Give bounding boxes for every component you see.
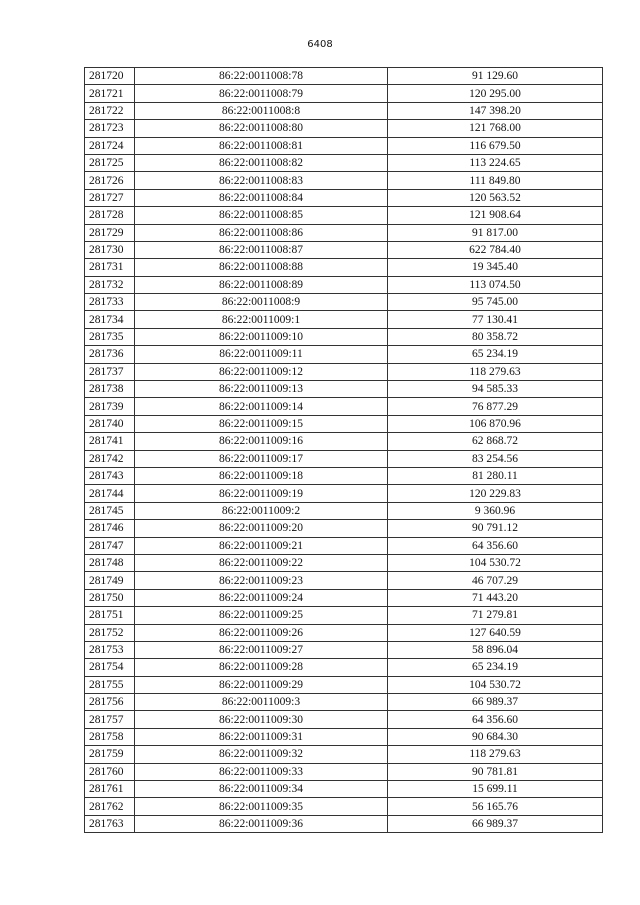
row-number-cell: 281738 — [85, 381, 135, 398]
row-number-cell: 281731 — [85, 259, 135, 276]
value-cell: 83 254.56 — [388, 450, 603, 467]
table-row — [85, 294, 603, 311]
value-cell: 77 130.41 — [388, 311, 603, 328]
cadastral-number-cell: 86:22:0011009:22 — [135, 554, 388, 571]
table-row — [85, 241, 603, 258]
table-row — [85, 85, 603, 102]
value-cell: 80 358.72 — [388, 328, 603, 345]
cadastral-number-cell: 86:22:0011008:82 — [135, 154, 388, 171]
cadastral-number-cell: 86:22:0011009:24 — [135, 589, 388, 606]
value-cell: 65 234.19 — [388, 659, 603, 676]
row-number-cell: 281763 — [85, 815, 135, 832]
value-cell: 66 989.37 — [388, 694, 603, 711]
value-cell: 56 165.76 — [388, 798, 603, 815]
table-row — [85, 259, 603, 276]
cadastral-number-cell: 86:22:0011008:86 — [135, 224, 388, 241]
cadastral-number-cell: 86:22:0011009:15 — [135, 415, 388, 432]
table-row — [85, 311, 603, 328]
value-cell: 66 989.37 — [388, 815, 603, 832]
row-number-cell: 281748 — [85, 554, 135, 571]
value-cell: 118 279.63 — [388, 746, 603, 763]
table-row — [85, 450, 603, 467]
cadastral-number-cell: 86:22:0011008:84 — [135, 189, 388, 206]
row-number-cell: 281741 — [85, 433, 135, 450]
row-number-cell: 281762 — [85, 798, 135, 815]
row-number-cell: 281751 — [85, 607, 135, 624]
table-row — [85, 154, 603, 171]
row-number-cell: 281754 — [85, 659, 135, 676]
cadastral-number-cell: 86:22:0011008:80 — [135, 120, 388, 137]
value-cell: 120 295.00 — [388, 85, 603, 102]
cadastral-number-cell: 86:22:0011009:1 — [135, 311, 388, 328]
table-row — [85, 433, 603, 450]
row-number-cell: 281722 — [85, 102, 135, 119]
table-row — [85, 694, 603, 711]
table-row — [85, 572, 603, 589]
table-body — [85, 68, 603, 833]
value-cell: 76 877.29 — [388, 398, 603, 415]
cadastral-value-table — [84, 67, 603, 833]
cadastral-number-cell: 86:22:0011009:29 — [135, 676, 388, 693]
value-cell: 64 356.60 — [388, 711, 603, 728]
cadastral-number-cell: 86:22:0011009:2 — [135, 502, 388, 519]
table-row — [85, 137, 603, 154]
value-cell: 127 640.59 — [388, 624, 603, 641]
value-cell: 113 074.50 — [388, 276, 603, 293]
row-number-cell: 281734 — [85, 311, 135, 328]
table-row — [85, 102, 603, 119]
page-number: 6408 — [307, 39, 333, 50]
table-row — [85, 381, 603, 398]
value-cell: 622 784.40 — [388, 241, 603, 258]
value-cell: 121 908.64 — [388, 207, 603, 224]
cadastral-number-cell: 86:22:0011008:81 — [135, 137, 388, 154]
cadastral-number-cell: 86:22:0011008:79 — [135, 85, 388, 102]
row-number-cell: 281749 — [85, 572, 135, 589]
row-number-cell: 281728 — [85, 207, 135, 224]
table-row — [85, 415, 603, 432]
cadastral-number-cell: 86:22:0011009:14 — [135, 398, 388, 415]
cadastral-number-cell: 86:22:0011009:31 — [135, 728, 388, 745]
value-cell: 90 781.81 — [388, 763, 603, 780]
cadastral-number-cell: 86:22:0011009:3 — [135, 694, 388, 711]
value-cell: 104 530.72 — [388, 676, 603, 693]
value-cell: 95 745.00 — [388, 294, 603, 311]
row-number-cell: 281758 — [85, 728, 135, 745]
table-row — [85, 224, 603, 241]
row-number-cell: 281745 — [85, 502, 135, 519]
row-number-cell: 281747 — [85, 537, 135, 554]
table-row — [85, 276, 603, 293]
row-number-cell: 281750 — [85, 589, 135, 606]
value-cell: 62 868.72 — [388, 433, 603, 450]
row-number-cell: 281755 — [85, 676, 135, 693]
table-row — [85, 485, 603, 502]
value-cell: 113 224.65 — [388, 154, 603, 171]
cadastral-number-cell: 86:22:0011009:30 — [135, 711, 388, 728]
value-cell: 147 398.20 — [388, 102, 603, 119]
value-cell: 91 817.00 — [388, 224, 603, 241]
cadastral-number-cell: 86:22:0011009:33 — [135, 763, 388, 780]
row-number-cell: 281735 — [85, 328, 135, 345]
cadastral-number-cell: 86:22:0011009:13 — [135, 381, 388, 398]
table-row — [85, 520, 603, 537]
table-row — [85, 554, 603, 571]
value-cell: 90 791.12 — [388, 520, 603, 537]
table-row — [85, 659, 603, 676]
row-number-cell: 281756 — [85, 694, 135, 711]
table-row — [85, 641, 603, 658]
cadastral-number-cell: 86:22:0011009:12 — [135, 363, 388, 380]
row-number-cell: 281761 — [85, 781, 135, 798]
table-row — [85, 624, 603, 641]
row-number-cell: 281753 — [85, 641, 135, 658]
value-cell: 120 563.52 — [388, 189, 603, 206]
cadastral-number-cell: 86:22:0011009:36 — [135, 815, 388, 832]
table-row — [85, 781, 603, 798]
cadastral-number-cell: 86:22:0011008:8 — [135, 102, 388, 119]
cadastral-number-cell: 86:22:0011009:26 — [135, 624, 388, 641]
row-number-cell: 281752 — [85, 624, 135, 641]
cadastral-number-cell: 86:22:0011009:25 — [135, 607, 388, 624]
row-number-cell: 281744 — [85, 485, 135, 502]
value-cell: 58 896.04 — [388, 641, 603, 658]
row-number-cell: 281760 — [85, 763, 135, 780]
cadastral-number-cell: 86:22:0011008:88 — [135, 259, 388, 276]
value-cell: 94 585.33 — [388, 381, 603, 398]
row-number-cell: 281732 — [85, 276, 135, 293]
table-row — [85, 398, 603, 415]
value-cell: 65 234.19 — [388, 346, 603, 363]
row-number-cell: 281739 — [85, 398, 135, 415]
table-row — [85, 589, 603, 606]
value-cell: 9 360.96 — [388, 502, 603, 519]
cadastral-number-cell: 86:22:0011009:11 — [135, 346, 388, 363]
table-row — [85, 537, 603, 554]
cadastral-number-cell: 86:22:0011009:34 — [135, 781, 388, 798]
row-number-cell: 281724 — [85, 137, 135, 154]
cadastral-number-cell: 86:22:0011009:21 — [135, 537, 388, 554]
table-row — [85, 763, 603, 780]
cadastral-number-cell: 86:22:0011008:78 — [135, 68, 388, 85]
value-cell: 64 356.60 — [388, 537, 603, 554]
table-row — [85, 346, 603, 363]
table-row — [85, 798, 603, 815]
value-cell: 104 530.72 — [388, 554, 603, 571]
value-cell: 81 280.11 — [388, 467, 603, 484]
cadastral-number-cell: 86:22:0011008:87 — [135, 241, 388, 258]
table-row — [85, 607, 603, 624]
value-cell: 120 229.83 — [388, 485, 603, 502]
value-cell: 71 279.81 — [388, 607, 603, 624]
cadastral-number-cell: 86:22:0011009:28 — [135, 659, 388, 676]
cadastral-number-cell: 86:22:0011009:16 — [135, 433, 388, 450]
value-cell: 91 129.60 — [388, 68, 603, 85]
value-cell: 90 684.30 — [388, 728, 603, 745]
value-cell: 46 707.29 — [388, 572, 603, 589]
cadastral-number-cell: 86:22:0011009:32 — [135, 746, 388, 763]
table-row — [85, 328, 603, 345]
row-number-cell: 281746 — [85, 520, 135, 537]
table-row — [85, 728, 603, 745]
value-cell: 121 768.00 — [388, 120, 603, 137]
cadastral-number-cell: 86:22:0011008:9 — [135, 294, 388, 311]
row-number-cell: 281726 — [85, 172, 135, 189]
row-number-cell: 281736 — [85, 346, 135, 363]
table-row — [85, 120, 603, 137]
table-row — [85, 676, 603, 693]
table-row — [85, 207, 603, 224]
row-number-cell: 281721 — [85, 85, 135, 102]
table-row — [85, 363, 603, 380]
cadastral-number-cell: 86:22:0011008:85 — [135, 207, 388, 224]
cadastral-number-cell: 86:22:0011009:27 — [135, 641, 388, 658]
cadastral-number-cell: 86:22:0011009:35 — [135, 798, 388, 815]
table-row — [85, 189, 603, 206]
cadastral-number-cell: 86:22:0011009:17 — [135, 450, 388, 467]
cadastral-number-cell: 86:22:0011009:10 — [135, 328, 388, 345]
value-cell: 15 699.11 — [388, 781, 603, 798]
table-row — [85, 711, 603, 728]
row-number-cell: 281759 — [85, 746, 135, 763]
row-number-cell: 281730 — [85, 241, 135, 258]
cadastral-number-cell: 86:22:0011008:89 — [135, 276, 388, 293]
table-row — [85, 502, 603, 519]
cadastral-number-cell: 86:22:0011009:20 — [135, 520, 388, 537]
value-cell: 71 443.20 — [388, 589, 603, 606]
table-row — [85, 467, 603, 484]
row-number-cell: 281743 — [85, 467, 135, 484]
row-number-cell: 281729 — [85, 224, 135, 241]
row-number-cell: 281737 — [85, 363, 135, 380]
cadastral-number-cell: 86:22:0011009:18 — [135, 467, 388, 484]
cadastral-number-cell: 86:22:0011008:83 — [135, 172, 388, 189]
value-cell: 106 870.96 — [388, 415, 603, 432]
row-number-cell: 281757 — [85, 711, 135, 728]
row-number-cell: 281727 — [85, 189, 135, 206]
table-row — [85, 746, 603, 763]
row-number-cell: 281742 — [85, 450, 135, 467]
table-row — [85, 68, 603, 85]
cadastral-number-cell: 86:22:0011009:19 — [135, 485, 388, 502]
table-row — [85, 815, 603, 832]
value-cell: 118 279.63 — [388, 363, 603, 380]
row-number-cell: 281740 — [85, 415, 135, 432]
table-row — [85, 172, 603, 189]
value-cell: 19 345.40 — [388, 259, 603, 276]
row-number-cell: 281720 — [85, 68, 135, 85]
value-cell: 116 679.50 — [388, 137, 603, 154]
row-number-cell: 281725 — [85, 154, 135, 171]
value-cell: 111 849.80 — [388, 172, 603, 189]
row-number-cell: 281733 — [85, 294, 135, 311]
cadastral-number-cell: 86:22:0011009:23 — [135, 572, 388, 589]
row-number-cell: 281723 — [85, 120, 135, 137]
